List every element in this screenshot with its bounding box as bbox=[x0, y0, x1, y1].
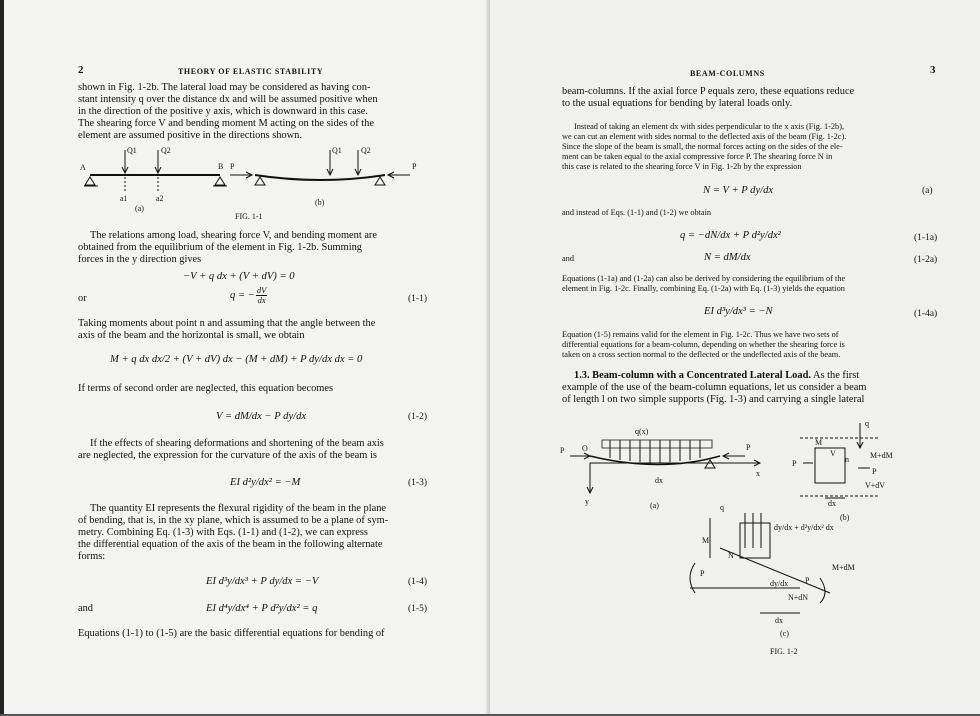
left-para1-line: element are assumed positive in the directions shown. bbox=[78, 130, 302, 141]
left-para6-line: The quantity EI represents the flexural rigidity of the beam in the plane bbox=[90, 503, 387, 514]
eq-number: (1-5) bbox=[408, 604, 427, 614]
eq-number: (1-2a) bbox=[914, 255, 938, 265]
eq11-lhs: q = − bbox=[230, 289, 255, 301]
equation-1-4a: EI d³y/dx³ = −N bbox=[704, 306, 773, 317]
left-para2-line: The relations among load, shearing force V, and bending moment are bbox=[90, 230, 378, 241]
left-para6-line: of bending, that is, in the xy plane, which is assumed to be a plane of sym- bbox=[78, 515, 389, 526]
left-para5-line: If the effects of shearing deformations and shortening of the beam axis bbox=[90, 438, 384, 449]
fig1-label: (b) bbox=[315, 198, 325, 207]
equation-1-1 bbox=[230, 286, 268, 305]
figure-1-1 bbox=[80, 145, 440, 220]
right-small-line: Since the slope of the beam is small, the normal forces acting on the sides of the ele- bbox=[562, 142, 843, 151]
fig1-caption: FIG. 1-1 bbox=[235, 212, 263, 221]
fig2-label: q(x) bbox=[635, 427, 649, 436]
equation-1-2: V = dM/dx − P dy/dx bbox=[216, 411, 307, 422]
eq-number: (1-3) bbox=[408, 478, 427, 488]
right-para2-line: example of the use of the beam-column equations, let us consider a beam bbox=[562, 382, 867, 393]
fig2-label: P bbox=[805, 576, 810, 585]
fig2-label: dx bbox=[775, 616, 783, 625]
fig2-label: O bbox=[582, 444, 588, 453]
fig2-label: M bbox=[815, 438, 823, 447]
fig2-label: x bbox=[756, 469, 760, 478]
fig1-label: B bbox=[218, 162, 224, 171]
fig2-label: (b) bbox=[840, 513, 850, 522]
left-para2-line: obtained from the equilibrium of the element in Fig. 1-2b. Summing bbox=[78, 242, 362, 253]
fig2-label: q bbox=[865, 419, 869, 428]
fig2-caption: FIG. 1-2 bbox=[770, 647, 798, 656]
equation-1-5: EI d⁴y/dx⁴ + P d²y/dx² = q bbox=[206, 603, 318, 614]
equation-1-1a: q = −dN/dx + P d²y/dx² bbox=[680, 230, 781, 241]
fig2-label: (a) bbox=[650, 501, 659, 510]
eq-number: (1-4) bbox=[408, 577, 427, 587]
section-title: 1.3. Beam-column with a Concentrated Lateral Load. bbox=[574, 370, 811, 381]
right-small-line: Instead of taking an element dx with sides perpendicular to the x axis (Fig. 1-2b), bbox=[574, 122, 845, 131]
equation-unnumbered: −V + q dx + (V + dV) = 0 bbox=[183, 271, 295, 282]
fig2-label: (c) bbox=[780, 629, 789, 638]
fig2-label: P bbox=[746, 443, 751, 452]
right-small-line: taken on a cross section normal to the deflected or the undeflected axis of the beam. bbox=[562, 350, 841, 359]
right-page bbox=[490, 0, 980, 716]
equation-1-4: EI d³y/dx³ + P dy/dx = −V bbox=[206, 576, 319, 587]
section-heading-line bbox=[574, 370, 859, 382]
left-para1-line: in the direction of the positive y axis, which is downward in this case. bbox=[78, 106, 369, 117]
left-para1-line: shown in Fig. 1-2b. The lateral load may be considered as having con- bbox=[78, 82, 371, 93]
right-para1-line: to the usual equations for bending by lateral loads only. bbox=[562, 98, 793, 109]
right-small-line: ment can be taken equal to the axial compressive force P. The shearing force N in bbox=[562, 152, 833, 161]
scan-left-edge bbox=[0, 0, 4, 716]
fig2-label: V bbox=[830, 449, 836, 458]
fig2-label: y bbox=[585, 497, 589, 506]
fig1-label: Q1 bbox=[332, 146, 342, 155]
fig1-label: Q1 bbox=[127, 146, 137, 155]
left-para6-line: metry. Combining Eq. (1-3) with Eqs. (1-1) and (1-2), we can express bbox=[78, 527, 368, 538]
eq11-den: dx bbox=[257, 295, 266, 305]
left-page-number: 2 bbox=[78, 64, 84, 76]
fig2-label: M+dM bbox=[832, 563, 855, 572]
right-small-line: element in Fig. 1-2c. Finally, combining Eq. (1-2a) with Eq. (1-3) yields the equation bbox=[562, 284, 845, 293]
eq11-num: dV bbox=[256, 285, 267, 295]
fig2-label: q bbox=[720, 503, 724, 512]
fig1-label: (a) bbox=[135, 204, 144, 213]
equation-a: N = V + P dy/dx bbox=[703, 185, 774, 196]
fig1-label: P bbox=[412, 162, 417, 171]
right-small-line: Equation (1-5) remains valid for the element in Fig. 1-2c. Thus we have two sets of bbox=[562, 330, 839, 339]
right-para2-line: of length l on two simple supports (Fig. 1-3) and carrying a single lateral bbox=[562, 394, 865, 405]
right-page-number: 3 bbox=[930, 64, 936, 76]
right-small-line: we can cut an element with sides normal to the deflected axis of the beam (Fig. 1-2c). bbox=[562, 132, 847, 141]
left-para1-line: stant intensity q over the distance dx and will be assumed positive when bbox=[78, 94, 378, 105]
fig2-label: P bbox=[700, 569, 705, 578]
fig2-label: P bbox=[792, 459, 797, 468]
figure-1-2 bbox=[560, 418, 960, 658]
eq-number: (1-1) bbox=[408, 294, 427, 304]
eq-number: (1-2) bbox=[408, 412, 427, 422]
equation-1-3: EI d²y/dx² = −M bbox=[230, 477, 301, 488]
fig2-label: M bbox=[702, 536, 710, 545]
fig1-label: a2 bbox=[156, 194, 164, 203]
or-word: or bbox=[78, 293, 87, 304]
right-small-line: this case is related to the shearing force V in Fig. 1-2b by the expression bbox=[562, 162, 802, 171]
and-word: and bbox=[562, 254, 574, 263]
fig2-label: M+dM bbox=[870, 451, 893, 460]
equation-1-2a: N = dM/dx bbox=[704, 252, 751, 263]
eq-number: (a) bbox=[922, 186, 933, 196]
fig1-label: P bbox=[230, 162, 235, 171]
left-para1-line: The shearing force V and bending moment M acting on the sides of the bbox=[78, 118, 374, 129]
eq-number: (1-1a) bbox=[914, 233, 938, 243]
right-small-line: and instead of Eqs. (1-1) and (1-2) we obtain bbox=[562, 208, 712, 217]
left-para4-line: If terms of second order are neglected, this equation becomes bbox=[78, 383, 334, 394]
right-small-line: Equations (1-1a) and (1-2a) can also be derived by considering the equilibrium of the bbox=[562, 274, 846, 283]
and-word: and bbox=[78, 603, 94, 614]
right-para2-start: As the first bbox=[812, 370, 860, 381]
fig2-label: n bbox=[845, 455, 849, 464]
fig2-label: N bbox=[728, 551, 734, 560]
fig2-label: dx bbox=[655, 476, 663, 485]
fig1-label: a1 bbox=[120, 194, 128, 203]
fig1-label: A bbox=[80, 163, 86, 172]
left-para3-line: axis of the beam and the horizontal is small, we obtain bbox=[78, 330, 305, 341]
fig2-label: P bbox=[560, 446, 565, 455]
eq-number: (1-4a) bbox=[914, 309, 938, 319]
right-small-line: differential equations for a beam-column, depending on whether the shearing force is bbox=[562, 340, 845, 349]
right-para1-line: beam-columns. If the axial force P equals zero, these equations reduce bbox=[562, 86, 855, 97]
fig2-label: V+dV bbox=[865, 481, 886, 490]
fig2-label: dy/dx bbox=[770, 579, 789, 588]
fig2-label: N+dN bbox=[788, 593, 809, 602]
fig1-label: Q2 bbox=[161, 146, 171, 155]
left-para6-line: the differential equation of the axis of the beam in the following alternate bbox=[78, 539, 383, 550]
left-para5-line: are neglected, the expression for the curvature of the axis of the beam is bbox=[78, 450, 377, 461]
equation-moments: M + q dx dx/2 + (V + dV) dx − (M + dM) + P dy/dx dx = 0 bbox=[110, 354, 363, 365]
left-para2-line: forces in the y direction gives bbox=[78, 254, 202, 265]
fig2-label: P bbox=[872, 467, 877, 476]
fig2-label: dy/dx + d²y/dx² dx bbox=[774, 523, 834, 532]
left-para7-line: Equations (1-1) to (1-5) are the basic differential equations for bending of bbox=[78, 628, 385, 639]
left-para3-line: Taking moments about point n and assuming that the angle between the bbox=[78, 318, 376, 329]
left-running-header: THEORY OF ELASTIC STABILITY bbox=[178, 67, 324, 76]
left-para6-line: forms: bbox=[78, 551, 106, 562]
fig1-label: Q2 bbox=[361, 146, 371, 155]
right-running-header: BEAM-COLUMNS bbox=[690, 69, 765, 78]
fig2-label: dx bbox=[828, 499, 836, 508]
